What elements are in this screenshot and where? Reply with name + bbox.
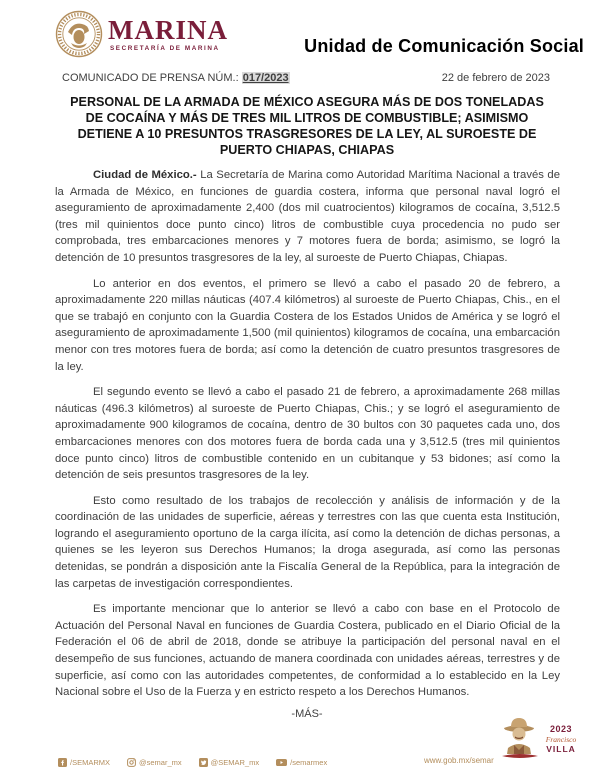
- press-release-title: PERSONAL DE LA ARMADA DE MÉXICO ASEGURA MÁS DE DOS TONELADAS DE COCAÍNA Y MÁS DE TRES MIL LITROS DE COMBUSTIBLE; ASIMISMO DETIENE A 10 PRESUNTOS TRASGRESORES DE LA LEY, AL SUROESTE DE PUERTO CHIAPAS, CHIAPAS: [70, 95, 544, 157]
- footer-website-link[interactable]: www.gob.mx/semar: [424, 756, 494, 765]
- more-marker: -MÁS-: [291, 707, 323, 720]
- release-label: COMUNICADO DE PRENSA NÚM.:: [62, 72, 239, 84]
- youtube-icon: [276, 758, 287, 767]
- brand-name: MARINA: [108, 15, 228, 45]
- social-handle-facebook: /SEMARMX: [70, 758, 111, 767]
- release-line: [62, 72, 290, 84]
- paragraph-4: [55, 493, 560, 593]
- mexican-eagle-seal-icon: [55, 10, 103, 58]
- social-handle-instagram: @semar_mx: [139, 758, 182, 767]
- social-handle-youtube: /semarmex: [290, 758, 328, 767]
- stamp-surname: VILLA: [546, 744, 576, 754]
- body-text: [0, 167, 614, 701]
- semar-logo: [55, 10, 228, 58]
- paragraph-4-text: Esto como resultado de los trabajos de recolección y análisis de información y de la coordinación de las unidades de superficie, aéreas y terrestres con las que cuenta esta Institución, logrando el aseguramiento oportuno de la carga ilícita, así como la detención de dichas personas, a quienes se les leyeron sus Derechos Humanos; la droga asegurada, así como las personas detenidas, se pondrán a disposición ante la Fiscalía General de la República, para la integración de las carpetas de investigación correspondientes.: [55, 494, 560, 590]
- twitter-icon: [199, 758, 208, 767]
- francisco-villa-icon: [498, 714, 540, 765]
- social-link-instagram[interactable]: [127, 758, 182, 767]
- francisco-villa-2023-stamp: [498, 718, 580, 768]
- paragraph-5-text: Es importante mencionar que lo anterior se llevó a cabo con base en el Protocolo de Actuación del Personal Naval en funciones de Guardia Costera, publicado en el Diario Oficial de la Federación el 06 de abril de 2018, donde se atribuye la participación del personal naval en el desempeño de sus funciones, actuando de manera coordinada con unidades aéreas, terrestres y de superficie, así como con las autoridades competentes, de conformidad a lo establecido en la Ley Nacional sobre el Uso de la Fuerza y en estricto respeto a los Derechos Humanos.: [55, 603, 560, 699]
- social-link-twitter[interactable]: [199, 758, 259, 767]
- paragraph-1: [55, 167, 560, 267]
- paragraph-2: [55, 276, 560, 376]
- stamp-text: [542, 724, 580, 754]
- facebook-icon: [58, 758, 67, 767]
- brand-words: [108, 16, 228, 52]
- meta-row: [0, 72, 614, 84]
- header: [0, 0, 614, 58]
- footer-social-bar: [58, 758, 327, 767]
- paragraph-3-text: El segundo evento se llevó a cabo el pasado 21 de febrero, a aproximadamente 268 millas náuticas (496.3 kilómetros) al suroeste de Puerto Chiapas, Chis.; y se logró el aseguramiento de aproximadamente 900 kilogramos de cocaína, dentro de 30 bultos con 30 paquetes cada uno, dos embarcaciones menores con dos motores fuera de borda cada una y 3,512.5 (tres mil quinientos doce punto cinco) litros de combustible contenido en un cubitanque y 53 bidones; así como la detención de seis presuntos trasgresores de la ley.: [55, 386, 560, 482]
- release-number: 017/2023: [242, 72, 289, 84]
- stamp-name: Francisco: [545, 735, 577, 744]
- stamp-year: 2023: [549, 724, 573, 734]
- paragraph-5: [55, 601, 560, 701]
- social-handle-twitter: @SEMAR_mx: [210, 758, 260, 767]
- social-link-youtube[interactable]: [276, 758, 327, 767]
- paragraph-1-text: La Secretaría de Marina como Autoridad Marítima Nacional a través de la Armada de México, en funciones de guardia costera, informa que personal naval logró el aseguramiento de aproximadamente 2,400 (dos mil cuatrocientos) kilogramos de cocaína, 3,512.5 (tres mil quinientos doce punto cinco) litros de combustible cuya procedencia no pudo ser comprobada, tres embarcaciones menores y 7 motores fuera de borda; asimismo, se logró la detención de 10 presuntos trasgresores de la ley, al suroeste de Puerto Chiapas, Chiapas.: [55, 169, 560, 264]
- release-date: 22 de febrero de 2023: [441, 72, 550, 84]
- unit-title: Unidad de Comunicación Social: [304, 36, 584, 56]
- paragraph-1-lead: Ciudad de México.-: [93, 169, 197, 181]
- instagram-icon: [127, 758, 136, 767]
- paragraph-3: [55, 384, 560, 484]
- social-link-facebook[interactable]: [58, 758, 110, 767]
- brand-subtitle: SECRETARÍA DE MARINA: [110, 45, 220, 52]
- paragraph-2-text: Lo anterior en dos eventos, el primero se llevó a cabo el pasado 20 de febrero, a aproximadamente 220 millas náuticas (407.4 kilómetros) al suroeste de Puerto Chiapas, Chis., en el que se trabajó en conjunto con la Guardia Costera de los Estados Unidos de América y se logró el aseguramiento de aproximadamente 1,500 (mil quinientos) kilogramos de cocaína, una embarcación menor con tres motores fuera de borda; así como la detención de cuatro presuntos trasgresores de la ley.: [55, 277, 560, 373]
